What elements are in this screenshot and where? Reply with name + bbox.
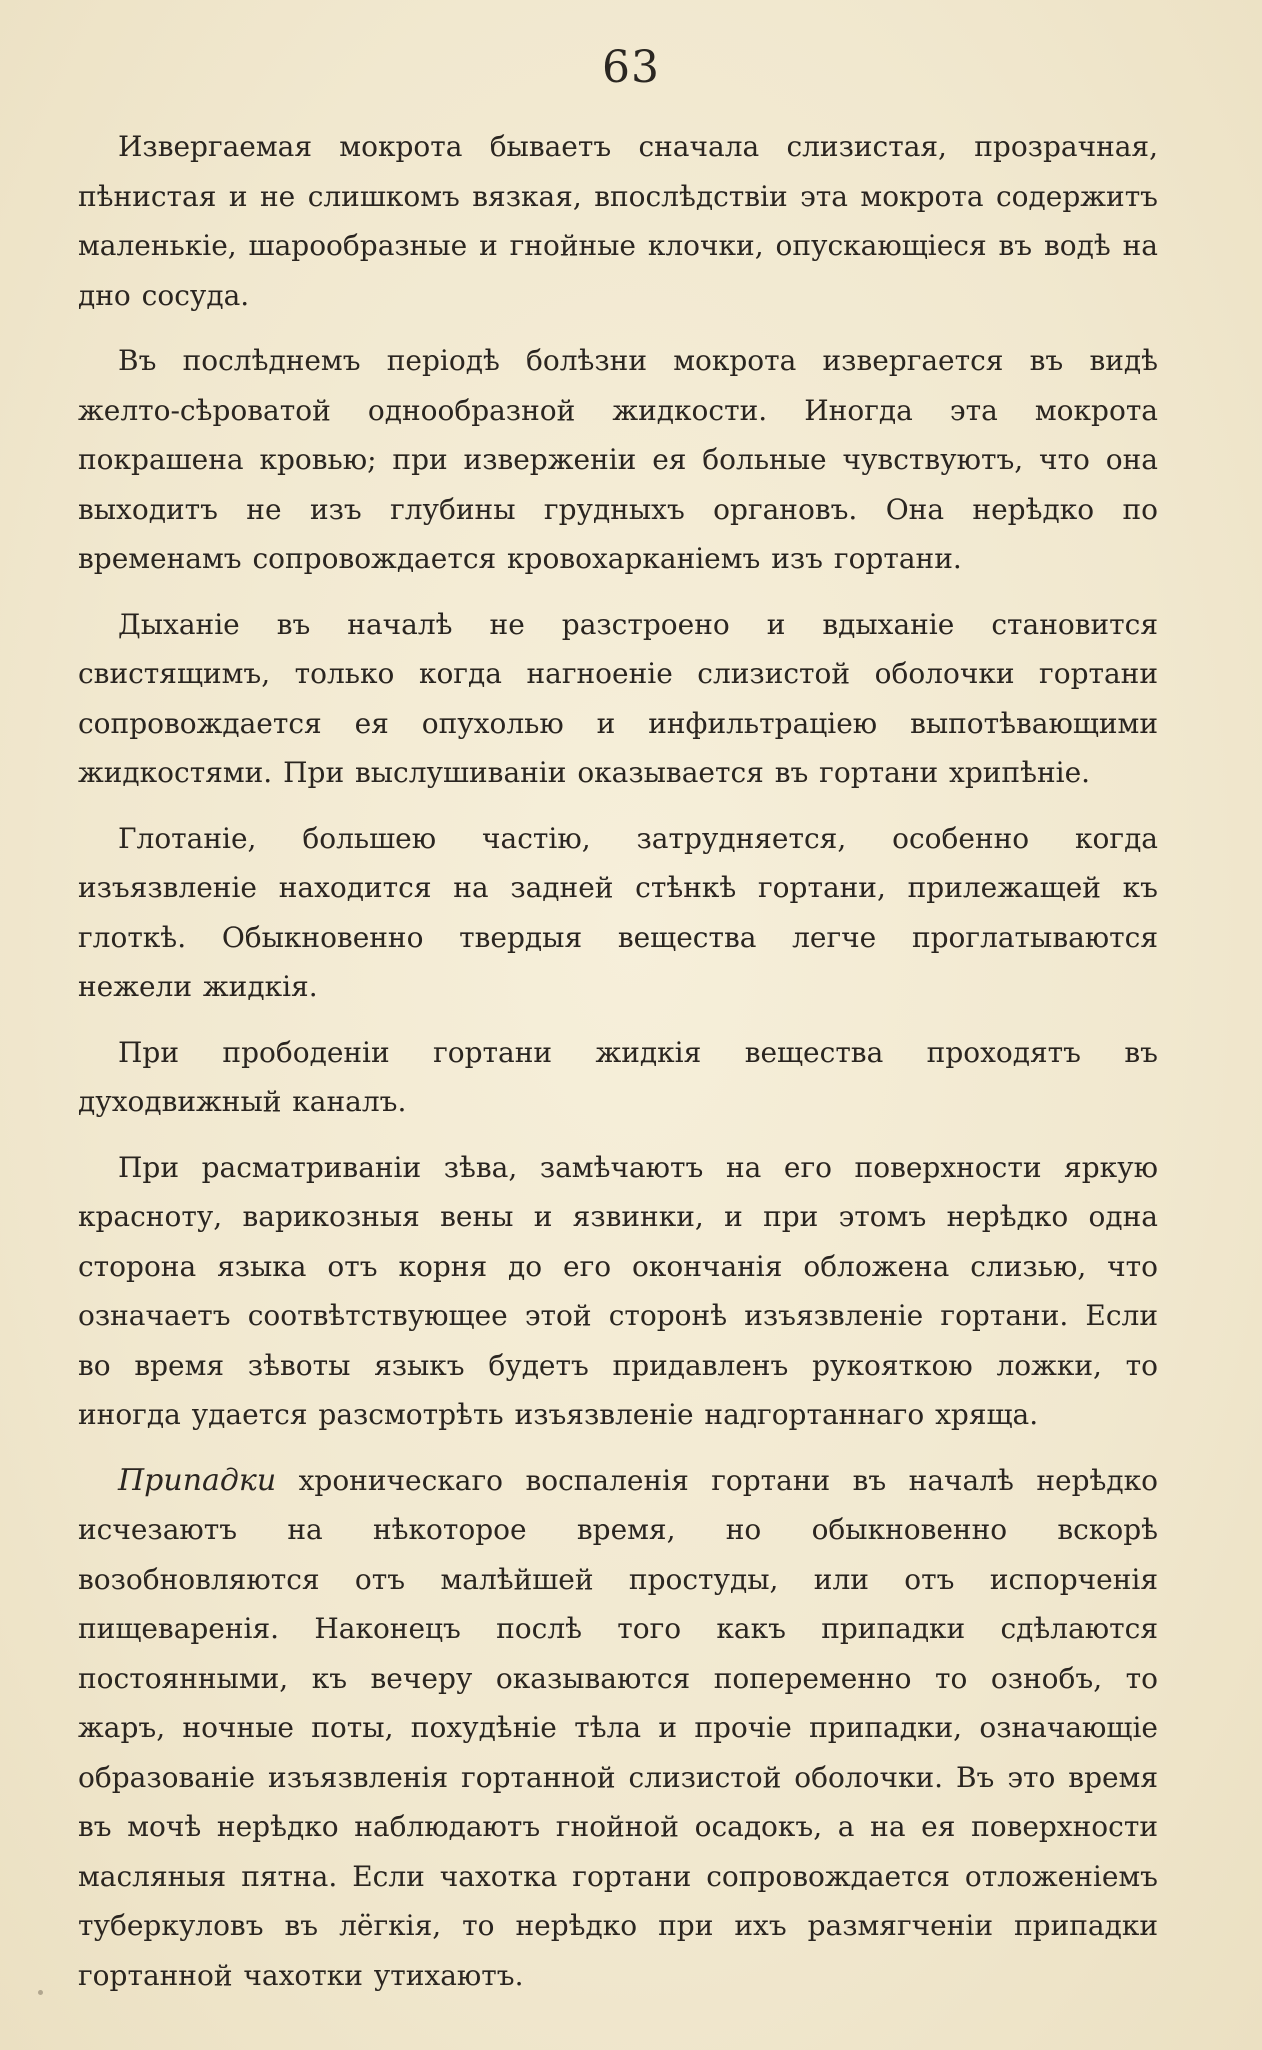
page-number: 63 (602, 42, 660, 93)
paragraph-swallowing: Глотаніе, большею частію, затрудняется, особенно когда изъязвленіе находится на задней стѣнкѣ гортани, прилежащей къ глоткѣ. Обыкновенно твердыя вещества легче проглатываются нежели жидкія. (78, 821, 1158, 1003)
paragraph-sputum: Извергаемая мокрота бываетъ сначала слизистая, прозрачная, пѣнистая и не слишкомъ вязкая, впослѣдствіи эта мокрота содержитъ маленькіе, шарообразные и гнойные клочки, опускающіеся въ водѣ на дно сосуда. (78, 130, 1158, 312)
paragraph-last-period: Въ послѣднемъ періодѣ болѣзни мокрота извергается въ видѣ желто-сѣроватой однообразной жидкости. Иногда эта мокрота покрашена кровью; при изверженіи ея больные чувствуютъ, что она выходитъ не изъ глубины грудныхъ органовъ. Она нерѣдко по временамъ сопровождается кровохарканіемъ изъ гортани. (78, 344, 1158, 575)
paper-speck (38, 1990, 43, 1995)
paragraph-throat-exam: При расматриваніи зѣва, замѣчаютъ на его поверхности яркую красноту, варикозныя вены и язвинки, и при этомъ нерѣдко одна сторона языка отъ корня до его окончанія обложена слизью, что означаетъ соотвѣтствующее этой сторонѣ изъязвленіе гортани. Если во время зѣвоты языкъ будетъ придавленъ рукояткою ложки, то иногда удается разсмотрѣть изъязвленіе надгортаннаго хряща. (78, 1150, 1158, 1431)
symptoms-lead-word: Припадки (118, 1462, 277, 1498)
paragraph-symptoms (78, 1456, 1158, 2001)
paragraph-perforation: При прободеніи гортани жидкія вещества проходятъ въ духодвижный каналъ. (78, 1035, 1158, 1118)
paragraph-breathing: Дыханіе въ началѣ не разстроено и вдыханіе становится свистящимъ, только когда нагноеніе слизистой оболочки гортани сопровождается ея опухолью и инфильтраціею выпотѣвающими жидкостями. При выслушиваніи оказывается въ гортани хрипѣніе. (78, 607, 1158, 789)
symptoms-text: хроническаго воспаленія гортани въ началѣ нерѣдко исчезаютъ на нѣкоторое время, но обыкновенно вскорѣ возобновляются отъ малѣйшей простуды, или отъ испорченія пищеваренія. Наконецъ послѣ того какъ припадки сдѣлаются постоянными, къ вечеру оказываются попеременно то ознобъ, то жаръ, ночные поты, похудѣніе тѣла и прочіе припадки, означающіе образованіе изъязвленія гортанной слизистой оболочки. Въ это время въ мочѣ нерѣдко наблюдаютъ гнойной осадокъ, а на ея поверхности масляныя пятна. Если чахотка гортани сопровождается отложеніемъ туберкуловъ въ лёгкія, то нерѣдко при ихъ размягченіи припадки гортанной чахотки утихаютъ. (78, 1463, 1158, 1992)
body-text (78, 122, 1158, 2000)
